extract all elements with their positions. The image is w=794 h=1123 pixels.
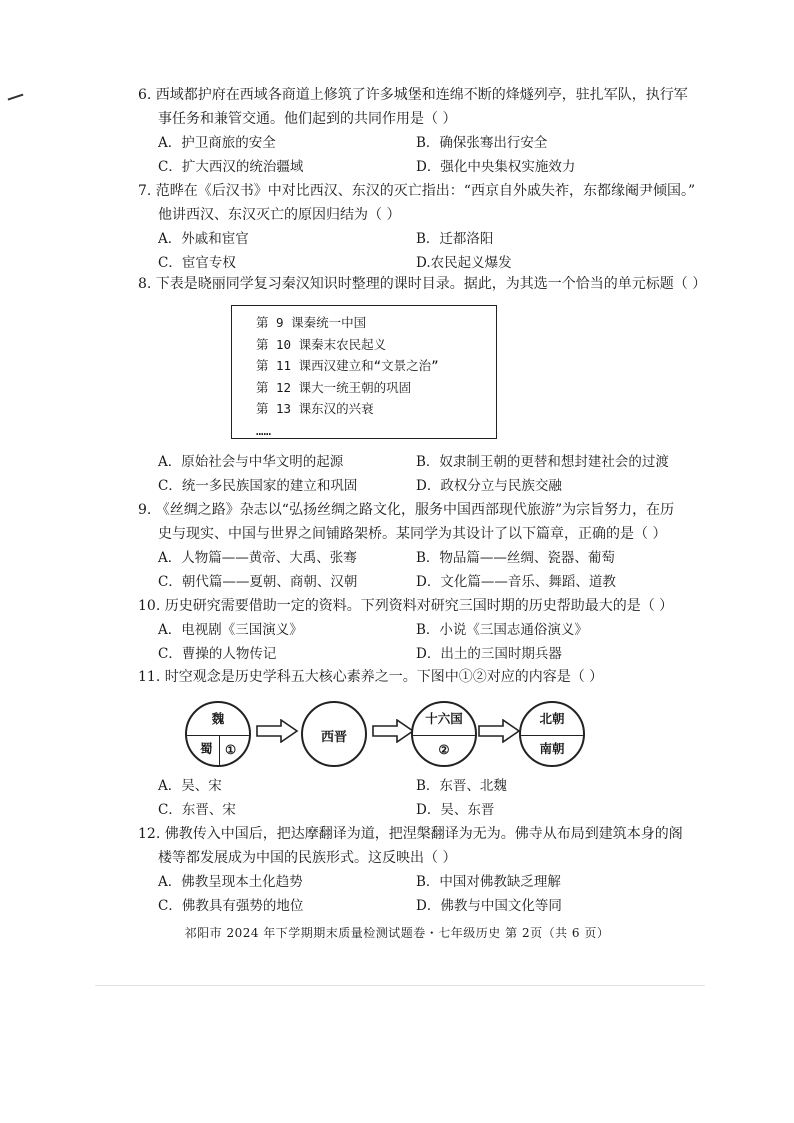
- arrow-right-icon: [371, 719, 415, 743]
- option-a[interactable]: A．外戚和宦官: [158, 231, 249, 247]
- question-text: 9. 《丝绸之路》杂志以“弘扬丝绸之路文化，服务中国西部现代旅游”为宗旨努力，在历: [138, 502, 675, 518]
- dynasty-diagram: [185, 697, 625, 771]
- circle-southern-northern: [519, 701, 585, 767]
- question-text: 事任务和兼管交通。他们起到的共同作用是（ ）: [158, 111, 457, 127]
- question-12: [138, 822, 698, 918]
- option-b[interactable]: B．奴隶制王朝的更替和想封建社会的过渡: [416, 454, 669, 470]
- question-11: [138, 665, 698, 689]
- lesson-item: ……: [256, 422, 272, 438]
- option-d[interactable]: D.农民起义爆发: [416, 255, 512, 271]
- question-8-options: [138, 450, 698, 498]
- lesson-item: 第 9 课秦统一中国: [256, 315, 367, 330]
- lesson-item: 第 10 课秦末农民起义: [256, 336, 387, 352]
- label-northern-dynasties: 北朝: [539, 711, 565, 726]
- circle-western-jin: [301, 701, 367, 767]
- lesson-item: 第 11 课西汉建立和“文景之治”: [256, 358, 439, 374]
- option-d[interactable]: D．出土的三国时期兵器: [416, 646, 562, 662]
- label-shu: 蜀: [200, 741, 213, 756]
- question-8: [138, 272, 707, 296]
- option-d[interactable]: D．佛教与中国文化等同: [416, 898, 562, 914]
- scan-line: [95, 985, 705, 986]
- option-b[interactable]: B．确保张骞出行安全: [416, 135, 548, 151]
- options: [138, 450, 698, 498]
- question-text: 楼等都发展成为中国的民族形式。这反映出（ ）: [158, 850, 457, 866]
- option-a[interactable]: A．电视剧《三国演义》: [158, 622, 303, 638]
- option-c[interactable]: C．佛教具有强势的地位: [158, 898, 304, 914]
- question-10: [138, 594, 698, 666]
- label-blank-1: ①: [225, 742, 237, 757]
- option-d[interactable]: D．文化篇——音乐、舞蹈、道教: [416, 574, 616, 590]
- options: [138, 870, 698, 918]
- options: [138, 618, 698, 666]
- arrow-right-icon: [477, 719, 521, 743]
- label-western-jin: 西晋: [320, 730, 347, 745]
- option-a[interactable]: A．吴、宋: [158, 778, 222, 794]
- arrow-right-icon: [255, 719, 299, 743]
- lesson-table: [231, 305, 497, 439]
- question-9: [138, 498, 698, 594]
- question-text: 11. 时空观念是历史学科五大核心素养之一。下图中①②对应的内容是（ ）: [138, 669, 604, 685]
- label-blank-2: ②: [438, 742, 450, 757]
- option-a[interactable]: A．人物篇——黄帝、大禹、张骞: [158, 550, 357, 566]
- circle-three-kingdoms: [185, 701, 251, 767]
- label-wei: 魏: [211, 711, 225, 726]
- question-text: 7. 范晔在《后汉书》中对比西汉、东汉的灭亡指出：“西京自外戚失祚，东都缘阉尹倾国。”: [138, 183, 696, 199]
- question-text: 12. 佛教传入中国后，把达摩翻译为道，把涅槃翻译为无为。佛寺从布局到建筑本身的阁: [138, 826, 683, 842]
- option-a[interactable]: A．原始社会与中华文明的起源: [158, 454, 344, 470]
- option-a[interactable]: A．护卫商旅的安全: [158, 135, 276, 151]
- option-d[interactable]: D．政权分立与民族交融: [416, 478, 562, 494]
- options: [138, 774, 698, 822]
- options: [138, 546, 698, 594]
- option-d[interactable]: D．强化中央集权实施效力: [416, 159, 576, 175]
- label-southern-dynasties: 南朝: [539, 741, 565, 756]
- options: [138, 131, 698, 179]
- option-b[interactable]: B．中国对佛教缺乏理解: [416, 874, 561, 890]
- label-sixteen-kingdoms: 十六国: [425, 711, 463, 726]
- option-c[interactable]: C．扩大西汉的统治疆域: [158, 159, 304, 175]
- question-text: 8. 下表是晓丽同学复习秦汉知识时整理的课时目录。据此，为其选一个恰当的单元标题（ ）: [138, 276, 707, 292]
- option-c[interactable]: C．朝代篇——夏朝、商朝、汉朝: [158, 574, 358, 590]
- lesson-item: 第 12 课大一统王朝的巩固: [256, 379, 412, 395]
- option-b[interactable]: B．物品篇——丝绸、瓷器、葡萄: [416, 550, 615, 566]
- option-b[interactable]: B．东晋、北魏: [416, 778, 507, 794]
- option-b[interactable]: B．迁都洛阳: [416, 231, 494, 247]
- question-6: [138, 83, 698, 179]
- option-a[interactable]: A．佛教呈现本土化趋势: [158, 874, 303, 890]
- circle-sixteen-kingdoms: [411, 701, 477, 767]
- option-c[interactable]: C．宦官专权: [158, 255, 236, 271]
- option-c[interactable]: C．曹操的人物传记: [158, 646, 277, 662]
- option-d[interactable]: D．吴、东晋: [416, 802, 495, 818]
- question-text: 6. 西域都护府在西域各商道上修筑了许多城堡和连绵不断的烽燧列亭，驻扎军队，执行军: [138, 87, 688, 103]
- question-text: 史与现实、中国与世界之间铺路架桥。某同学为其设计了以下篇章，正确的是（ ）: [158, 526, 667, 542]
- question-7: [138, 179, 698, 275]
- lesson-item: 第 13 课东汉的兴衰: [256, 401, 374, 417]
- question-text: 他讲西汉、东汉灭亡的原因归结为（ ）: [158, 207, 401, 223]
- options: [138, 227, 698, 275]
- option-c[interactable]: C．统一多民族国家的建立和巩固: [158, 478, 358, 494]
- option-b[interactable]: B．小说《三国志通俗演义》: [416, 622, 588, 638]
- pen-mark: [8, 94, 25, 104]
- page-footer: 祁阳市 2024 年下学期期末质量检测试题卷・七年级历史 第 2页（共 6 页）: [184, 926, 610, 940]
- question-11-options: [138, 774, 698, 822]
- option-c[interactable]: C．东晋、宋: [158, 802, 236, 818]
- question-text: 10. 历史研究需要借助一定的资料。下列资料对研究三国时期的历史帮助最大的是（ ）: [138, 598, 674, 614]
